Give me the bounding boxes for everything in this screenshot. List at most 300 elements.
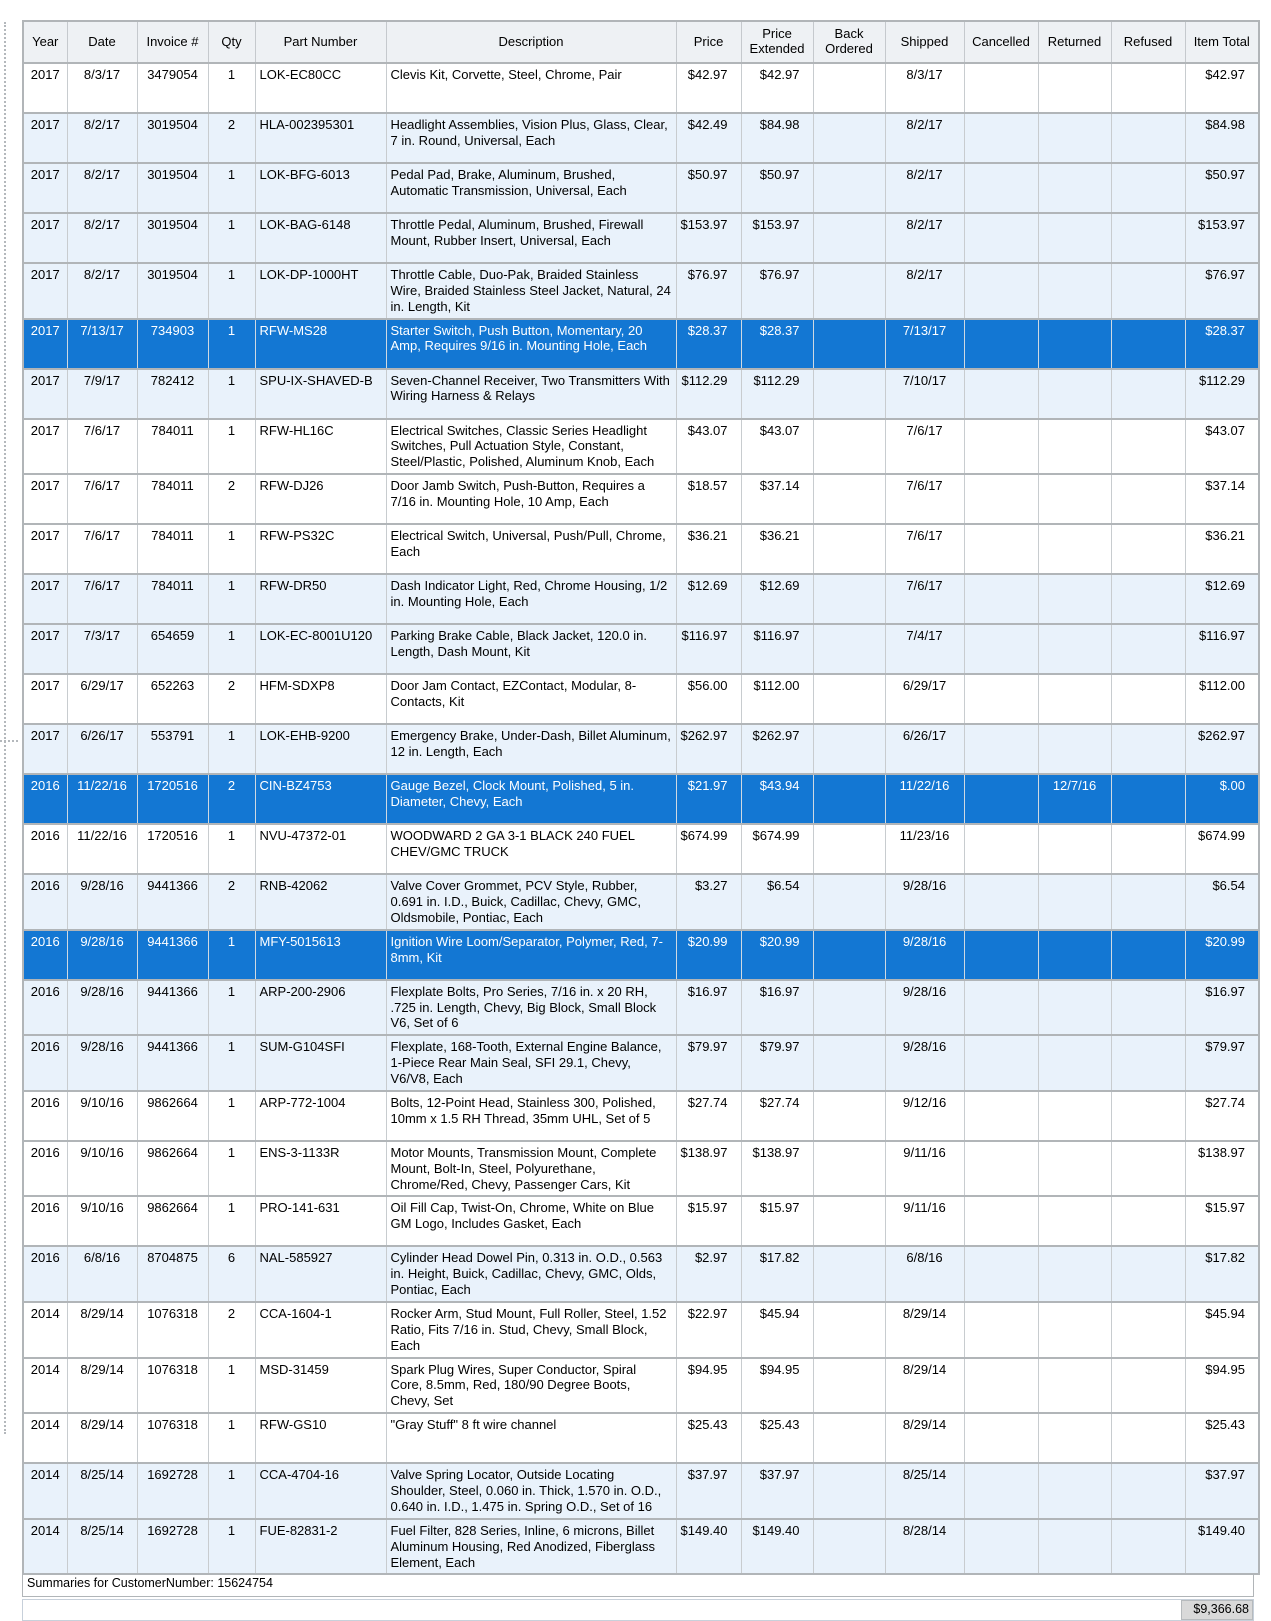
table-row[interactable] xyxy=(23,724,1259,774)
table-cell: Throttle Pedal, Aluminum, Brushed, Firewall Mount, Rubber Insert, Universal, Each xyxy=(386,213,676,263)
table-cell: $94.95 xyxy=(741,1358,813,1414)
table-row[interactable] xyxy=(23,113,1259,163)
table-cell: 8/2/17 xyxy=(885,263,964,319)
table-cell xyxy=(964,724,1038,774)
table-cell xyxy=(813,1358,885,1414)
table-cell: Gauge Bezel, Clock Mount, Polished, 5 in. Diameter, Chevy, Each xyxy=(386,774,676,824)
table-row[interactable] xyxy=(23,574,1259,624)
table-cell: Rocker Arm, Stud Mount, Full Roller, Steel, 1.52 Ratio, Fits 7/16 in. Stud, Chevy, Small Block, Each xyxy=(386,1302,676,1358)
table-cell: 7/6/17 xyxy=(885,419,964,475)
table-cell: $149.40 xyxy=(676,1519,741,1575)
table-cell: SUM-G104SFI xyxy=(255,1035,386,1091)
table-cell xyxy=(1111,1519,1185,1575)
table-cell xyxy=(813,774,885,824)
table-row[interactable] xyxy=(23,774,1259,824)
table-cell xyxy=(964,369,1038,419)
table-cell: 8/25/14 xyxy=(67,1463,137,1519)
table-cell: $112.00 xyxy=(1185,674,1259,724)
table-cell: RFW-GS10 xyxy=(255,1413,386,1463)
table-cell: 2016 xyxy=(23,980,67,1036)
table-cell: $116.97 xyxy=(676,624,741,674)
table-row[interactable] xyxy=(23,163,1259,213)
table-cell xyxy=(1038,213,1111,263)
table-cell: 1 xyxy=(208,624,255,674)
table-row[interactable] xyxy=(23,263,1259,319)
table-cell xyxy=(1038,263,1111,319)
table-row[interactable] xyxy=(23,980,1259,1036)
table-cell: $36.21 xyxy=(741,524,813,574)
table-cell: 8/2/17 xyxy=(67,263,137,319)
table-cell: 9/10/16 xyxy=(67,1091,137,1141)
table-cell: $20.99 xyxy=(676,930,741,980)
table-cell xyxy=(1038,63,1111,113)
table-cell: 3019504 xyxy=(137,163,208,213)
table-cell: $17.82 xyxy=(741,1246,813,1302)
table-cell xyxy=(813,1141,885,1197)
table-cell xyxy=(1038,369,1111,419)
table-cell: $16.97 xyxy=(1185,980,1259,1036)
table-cell: LOK-DP-1000HT xyxy=(255,263,386,319)
table-cell: Electrical Switch, Universal, Push/Pull, Chrome, Each xyxy=(386,524,676,574)
table-cell: $25.43 xyxy=(676,1413,741,1463)
table-cell xyxy=(964,1196,1038,1246)
table-cell xyxy=(1038,1519,1111,1575)
table-cell xyxy=(964,930,1038,980)
table-cell: 9/28/16 xyxy=(885,980,964,1036)
table-cell: $2.97 xyxy=(676,1246,741,1302)
table-cell: ARP-200-2906 xyxy=(255,980,386,1036)
table-cell xyxy=(1038,824,1111,874)
table-cell: 8/29/14 xyxy=(67,1302,137,1358)
table-cell: 2014 xyxy=(23,1358,67,1414)
column-header-back-ordered: Back Ordered xyxy=(813,21,885,63)
table-cell: 1 xyxy=(208,1035,255,1091)
table-cell: 784011 xyxy=(137,474,208,524)
table-cell: 2017 xyxy=(23,524,67,574)
table-cell xyxy=(813,1091,885,1141)
table-cell: 2017 xyxy=(23,724,67,774)
table-cell: 1 xyxy=(208,1358,255,1414)
table-cell: 1720516 xyxy=(137,774,208,824)
table-cell: 8/2/17 xyxy=(885,113,964,163)
table-cell: Valve Spring Locator, Outside Locating Shoulder, Steel, 0.060 in. Thick, 1.570 in. O.D., 0.640 in. I.D., 1.475 in. Spring O.D., Set of 16 xyxy=(386,1463,676,1519)
table-cell xyxy=(964,1519,1038,1575)
table-cell: 2014 xyxy=(23,1463,67,1519)
table-cell: 652263 xyxy=(137,674,208,724)
table-cell: 8704875 xyxy=(137,1246,208,1302)
table-cell: 7/6/17 xyxy=(885,524,964,574)
table-cell: 1 xyxy=(208,524,255,574)
table-cell: 2014 xyxy=(23,1413,67,1463)
table-cell: 1 xyxy=(208,1413,255,1463)
table-cell: 9862664 xyxy=(137,1141,208,1197)
table-row[interactable] xyxy=(23,1413,1259,1463)
table-cell xyxy=(964,874,1038,930)
table-row[interactable] xyxy=(23,474,1259,524)
table-cell xyxy=(1111,980,1185,1036)
table-cell: $262.97 xyxy=(1185,724,1259,774)
table-row[interactable] xyxy=(23,369,1259,419)
column-header-part-number: Part Number xyxy=(255,21,386,63)
table-cell xyxy=(813,874,885,930)
table-cell: Ignition Wire Loom/Separator, Polymer, Red, 7-8mm, Kit xyxy=(386,930,676,980)
table-cell: $116.97 xyxy=(1185,624,1259,674)
table-cell: 782412 xyxy=(137,369,208,419)
table-cell: 2017 xyxy=(23,624,67,674)
column-header-description: Description xyxy=(386,21,676,63)
table-cell: 8/29/14 xyxy=(67,1413,137,1463)
table-cell: 2014 xyxy=(23,1302,67,1358)
table-cell xyxy=(1111,1463,1185,1519)
table-cell xyxy=(1038,1358,1111,1414)
table-cell xyxy=(1111,1358,1185,1414)
table-cell xyxy=(813,824,885,874)
ruler-dotted-vertical xyxy=(4,22,6,1434)
table-cell: 553791 xyxy=(137,724,208,774)
column-header-year: Year xyxy=(23,21,67,63)
table-cell: Starter Switch, Push Button, Momentary, 20 Amp, Requires 9/16 in. Mounting Hole, Each xyxy=(386,319,676,369)
table-cell: 8/3/17 xyxy=(885,63,964,113)
table-cell: $149.40 xyxy=(1185,1519,1259,1575)
table-cell: 2 xyxy=(208,674,255,724)
table-cell xyxy=(1111,774,1185,824)
table-cell: 1 xyxy=(208,263,255,319)
table-cell: "Gray Stuff" 8 ft wire channel xyxy=(386,1413,676,1463)
table-row[interactable] xyxy=(23,213,1259,263)
table-cell: ARP-772-1004 xyxy=(255,1091,386,1141)
table-cell xyxy=(1111,63,1185,113)
table-cell: 11/22/16 xyxy=(885,774,964,824)
table-cell: 2 xyxy=(208,113,255,163)
table-cell: 1 xyxy=(208,980,255,1036)
table-row[interactable] xyxy=(23,319,1259,369)
table-cell xyxy=(1111,163,1185,213)
table-cell: 2016 xyxy=(23,930,67,980)
table-cell: $138.97 xyxy=(1185,1141,1259,1197)
table-row[interactable] xyxy=(23,1302,1259,1358)
table-cell: 7/6/17 xyxy=(67,474,137,524)
table-cell: 1 xyxy=(208,574,255,624)
table-cell xyxy=(1111,1091,1185,1141)
table-cell xyxy=(1038,574,1111,624)
table-cell xyxy=(964,419,1038,475)
table-cell: $50.97 xyxy=(741,163,813,213)
table-cell: 9/11/16 xyxy=(885,1196,964,1246)
table-cell xyxy=(813,1302,885,1358)
table-row[interactable] xyxy=(23,624,1259,674)
table-cell: 1692728 xyxy=(137,1519,208,1575)
table-cell: 9/28/16 xyxy=(67,930,137,980)
table-cell: 7/4/17 xyxy=(885,624,964,674)
table-cell: $3.27 xyxy=(676,874,741,930)
table-cell xyxy=(1038,1141,1111,1197)
table-cell xyxy=(813,474,885,524)
table-cell: 9862664 xyxy=(137,1196,208,1246)
table-cell: $20.99 xyxy=(741,930,813,980)
table-cell: 9/28/16 xyxy=(885,930,964,980)
table-cell: $42.97 xyxy=(1185,63,1259,113)
table-cell: $42.49 xyxy=(676,113,741,163)
table-cell: $15.97 xyxy=(1185,1196,1259,1246)
table-cell: 6 xyxy=(208,1246,255,1302)
table-cell xyxy=(813,1246,885,1302)
table-cell: 6/8/16 xyxy=(67,1246,137,1302)
table-cell: Bolts, 12-Point Head, Stainless 300, Polished, 10mm x 1.5 RH Thread, 35mm UHL, Set of 5 xyxy=(386,1091,676,1141)
table-cell: RNB-42062 xyxy=(255,874,386,930)
table-cell: RFW-PS32C xyxy=(255,524,386,574)
table-header xyxy=(23,21,1259,63)
table-cell: 9/28/16 xyxy=(67,1035,137,1091)
table-cell xyxy=(1111,724,1185,774)
table-cell xyxy=(1111,113,1185,163)
table-cell xyxy=(1111,1246,1185,1302)
table-cell: $6.54 xyxy=(741,874,813,930)
table-cell xyxy=(964,1463,1038,1519)
table-cell xyxy=(964,1141,1038,1197)
table-cell: 1 xyxy=(208,163,255,213)
table-cell: 7/9/17 xyxy=(67,369,137,419)
grand-total-row xyxy=(22,1599,1254,1621)
table-cell: Headlight Assemblies, Vision Plus, Glass, Clear, 7 in. Round, Universal, Each xyxy=(386,113,676,163)
table-cell: Emergency Brake, Under-Dash, Billet Aluminum, 12 in. Length, Each xyxy=(386,724,676,774)
table-cell xyxy=(964,213,1038,263)
table-cell xyxy=(1111,474,1185,524)
table-cell: $94.95 xyxy=(676,1358,741,1414)
table-cell: 1 xyxy=(208,63,255,113)
table-cell: $6.54 xyxy=(1185,874,1259,930)
table-cell xyxy=(1111,930,1185,980)
column-header-returned: Returned xyxy=(1038,21,1111,63)
table-cell: 1 xyxy=(208,1196,255,1246)
table-cell: 2017 xyxy=(23,63,67,113)
table-cell: 7/6/17 xyxy=(67,419,137,475)
table-cell xyxy=(964,113,1038,163)
table-cell: 784011 xyxy=(137,524,208,574)
table-cell: 1 xyxy=(208,319,255,369)
table-row[interactable] xyxy=(23,1196,1259,1246)
column-header-refused: Refused xyxy=(1111,21,1185,63)
table-cell xyxy=(1111,1413,1185,1463)
table-cell: 7/6/17 xyxy=(885,474,964,524)
table-cell xyxy=(813,1519,885,1575)
table-cell xyxy=(1038,524,1111,574)
table-row[interactable] xyxy=(23,524,1259,574)
table-cell: LOK-EC80CC xyxy=(255,63,386,113)
table-cell: $37.14 xyxy=(741,474,813,524)
table-cell xyxy=(1038,1196,1111,1246)
table-cell: 11/22/16 xyxy=(67,824,137,874)
table-row[interactable] xyxy=(23,1519,1259,1575)
table-cell: 3019504 xyxy=(137,113,208,163)
table-row[interactable] xyxy=(23,824,1259,874)
table-cell: PRO-141-631 xyxy=(255,1196,386,1246)
table-cell: 2017 xyxy=(23,474,67,524)
column-header-qty: Qty xyxy=(208,21,255,63)
table-cell: SPU-IX-SHAVED-B xyxy=(255,369,386,419)
table-cell: 9/10/16 xyxy=(67,1141,137,1197)
grand-total-cell: $9,366.68 xyxy=(1181,1600,1253,1620)
table-cell: 8/2/17 xyxy=(67,163,137,213)
table-cell xyxy=(813,319,885,369)
column-header-price: Price xyxy=(676,21,741,63)
table-row[interactable] xyxy=(23,1358,1259,1414)
table-cell: 2 xyxy=(208,1302,255,1358)
table-cell: Door Jam Contact, EZContact, Modular, 8-Contacts, Kit xyxy=(386,674,676,724)
table-cell: 8/28/14 xyxy=(885,1519,964,1575)
table-cell: $153.97 xyxy=(741,213,813,263)
table-cell xyxy=(964,319,1038,369)
table-cell: Motor Mounts, Transmission Mount, Complete Mount, Bolt-In, Steel, Polyurethane, Chrome/Red, Chevy, Passenger Cars, Kit xyxy=(386,1141,676,1197)
table-row[interactable] xyxy=(23,874,1259,930)
table-cell: 2 xyxy=(208,474,255,524)
table-cell: LOK-BFG-6013 xyxy=(255,163,386,213)
table-cell: 2016 xyxy=(23,1091,67,1141)
table-cell xyxy=(813,1035,885,1091)
table-cell: 1 xyxy=(208,369,255,419)
table-cell: $37.97 xyxy=(676,1463,741,1519)
table-cell: Oil Fill Cap, Twist-On, Chrome, White on Blue GM Logo, Includes Gasket, Each xyxy=(386,1196,676,1246)
table-cell xyxy=(813,113,885,163)
table-cell: 8/29/14 xyxy=(885,1302,964,1358)
table-cell xyxy=(1111,1141,1185,1197)
table-cell: $42.97 xyxy=(676,63,741,113)
table-cell: $27.74 xyxy=(741,1091,813,1141)
table-cell xyxy=(813,1196,885,1246)
table-cell xyxy=(813,419,885,475)
table-cell xyxy=(1111,574,1185,624)
table-cell: 2017 xyxy=(23,319,67,369)
table-cell: $138.97 xyxy=(741,1141,813,1197)
table-cell xyxy=(964,63,1038,113)
table-cell: $112.00 xyxy=(741,674,813,724)
table-cell: $21.97 xyxy=(676,774,741,824)
table-cell xyxy=(1111,319,1185,369)
table-cell: 3019504 xyxy=(137,263,208,319)
table-cell: 654659 xyxy=(137,624,208,674)
table-cell: $43.07 xyxy=(676,419,741,475)
column-header-invoice-: Invoice # xyxy=(137,21,208,63)
table-row[interactable] xyxy=(23,1463,1259,1519)
table-cell: $76.97 xyxy=(741,263,813,319)
table-cell: LOK-EHB-9200 xyxy=(255,724,386,774)
table-cell: $28.37 xyxy=(1185,319,1259,369)
table-cell: $27.74 xyxy=(676,1091,741,1141)
table-cell: $138.97 xyxy=(676,1141,741,1197)
table-cell: Cylinder Head Dowel Pin, 0.313 in. O.D., 0.563 in. Height, Buick, Cadillac, Chevy, GMC, Olds, Pontiac, Each xyxy=(386,1246,676,1302)
table-cell xyxy=(1038,930,1111,980)
table-cell xyxy=(964,1035,1038,1091)
table-row[interactable] xyxy=(23,674,1259,724)
table-cell: 9/12/16 xyxy=(885,1091,964,1141)
table-row[interactable] xyxy=(23,1035,1259,1091)
table-cell xyxy=(1038,163,1111,213)
table-cell: 3479054 xyxy=(137,63,208,113)
table-row[interactable] xyxy=(23,63,1259,113)
table-cell: RFW-MS28 xyxy=(255,319,386,369)
table-cell: $79.97 xyxy=(676,1035,741,1091)
table-cell xyxy=(1038,319,1111,369)
table-cell: 8/2/17 xyxy=(885,213,964,263)
table-cell: $153.97 xyxy=(676,213,741,263)
table-cell: RFW-DR50 xyxy=(255,574,386,624)
table-cell xyxy=(1111,263,1185,319)
table-cell: 9862664 xyxy=(137,1091,208,1141)
table-cell: 6/29/17 xyxy=(885,674,964,724)
table-cell xyxy=(813,213,885,263)
table-cell xyxy=(964,1302,1038,1358)
table-cell: 784011 xyxy=(137,574,208,624)
table-cell: $16.97 xyxy=(741,980,813,1036)
table-cell: 784011 xyxy=(137,419,208,475)
table-cell: 8/29/14 xyxy=(885,1413,964,1463)
table-cell xyxy=(1038,980,1111,1036)
table-cell xyxy=(964,1358,1038,1414)
table-cell: $84.98 xyxy=(1185,113,1259,163)
table-cell: Flexplate Bolts, Pro Series, 7/16 in. x 20 RH, .725 in. Length, Chevy, Big Block, Small Block V6, Set of 6 xyxy=(386,980,676,1036)
table-cell: 1 xyxy=(208,213,255,263)
table-cell: 1076318 xyxy=(137,1413,208,1463)
table-cell: 8/3/17 xyxy=(67,63,137,113)
table-row[interactable] xyxy=(23,1141,1259,1197)
table-cell: CCA-1604-1 xyxy=(255,1302,386,1358)
table-cell xyxy=(1038,624,1111,674)
table-cell xyxy=(1111,674,1185,724)
table-row[interactable] xyxy=(23,1091,1259,1141)
table-cell: 1 xyxy=(208,1091,255,1141)
table-cell: 1076318 xyxy=(137,1302,208,1358)
table-row[interactable] xyxy=(23,1246,1259,1302)
table-cell xyxy=(964,474,1038,524)
table-cell: $27.74 xyxy=(1185,1091,1259,1141)
table-cell: $149.40 xyxy=(741,1519,813,1575)
table-row[interactable] xyxy=(23,419,1259,475)
table-cell: $112.29 xyxy=(741,369,813,419)
table-cell: 1 xyxy=(208,930,255,980)
table-cell: $37.14 xyxy=(1185,474,1259,524)
table-row[interactable] xyxy=(23,930,1259,980)
table-cell: 2016 xyxy=(23,1246,67,1302)
table-cell: 2017 xyxy=(23,419,67,475)
table-cell: $12.69 xyxy=(1185,574,1259,624)
table-cell xyxy=(1111,419,1185,475)
table-cell xyxy=(813,1413,885,1463)
table-cell xyxy=(1038,419,1111,475)
table-cell xyxy=(964,1413,1038,1463)
table-cell: $37.97 xyxy=(1185,1463,1259,1519)
table-cell: WOODWARD 2 GA 3-1 BLACK 240 FUEL CHEV/GMC TRUCK xyxy=(386,824,676,874)
table-cell: $43.07 xyxy=(741,419,813,475)
table-cell xyxy=(813,624,885,674)
table-cell: $15.97 xyxy=(676,1196,741,1246)
table-cell xyxy=(1111,1196,1185,1246)
table-cell xyxy=(1038,1246,1111,1302)
table-cell: 1 xyxy=(208,419,255,475)
table-cell xyxy=(813,724,885,774)
table-cell: $15.97 xyxy=(741,1196,813,1246)
table-cell: 8/25/14 xyxy=(67,1519,137,1575)
table-cell: $16.97 xyxy=(676,980,741,1036)
table-cell: 2017 xyxy=(23,369,67,419)
table-cell xyxy=(964,1091,1038,1141)
table-cell: 1076318 xyxy=(137,1358,208,1414)
table-cell: 2017 xyxy=(23,163,67,213)
table-cell xyxy=(813,980,885,1036)
table-cell: 7/13/17 xyxy=(67,319,137,369)
table-cell xyxy=(813,263,885,319)
table-cell xyxy=(813,674,885,724)
table-cell: $36.21 xyxy=(676,524,741,574)
table-cell: MSD-31459 xyxy=(255,1358,386,1414)
